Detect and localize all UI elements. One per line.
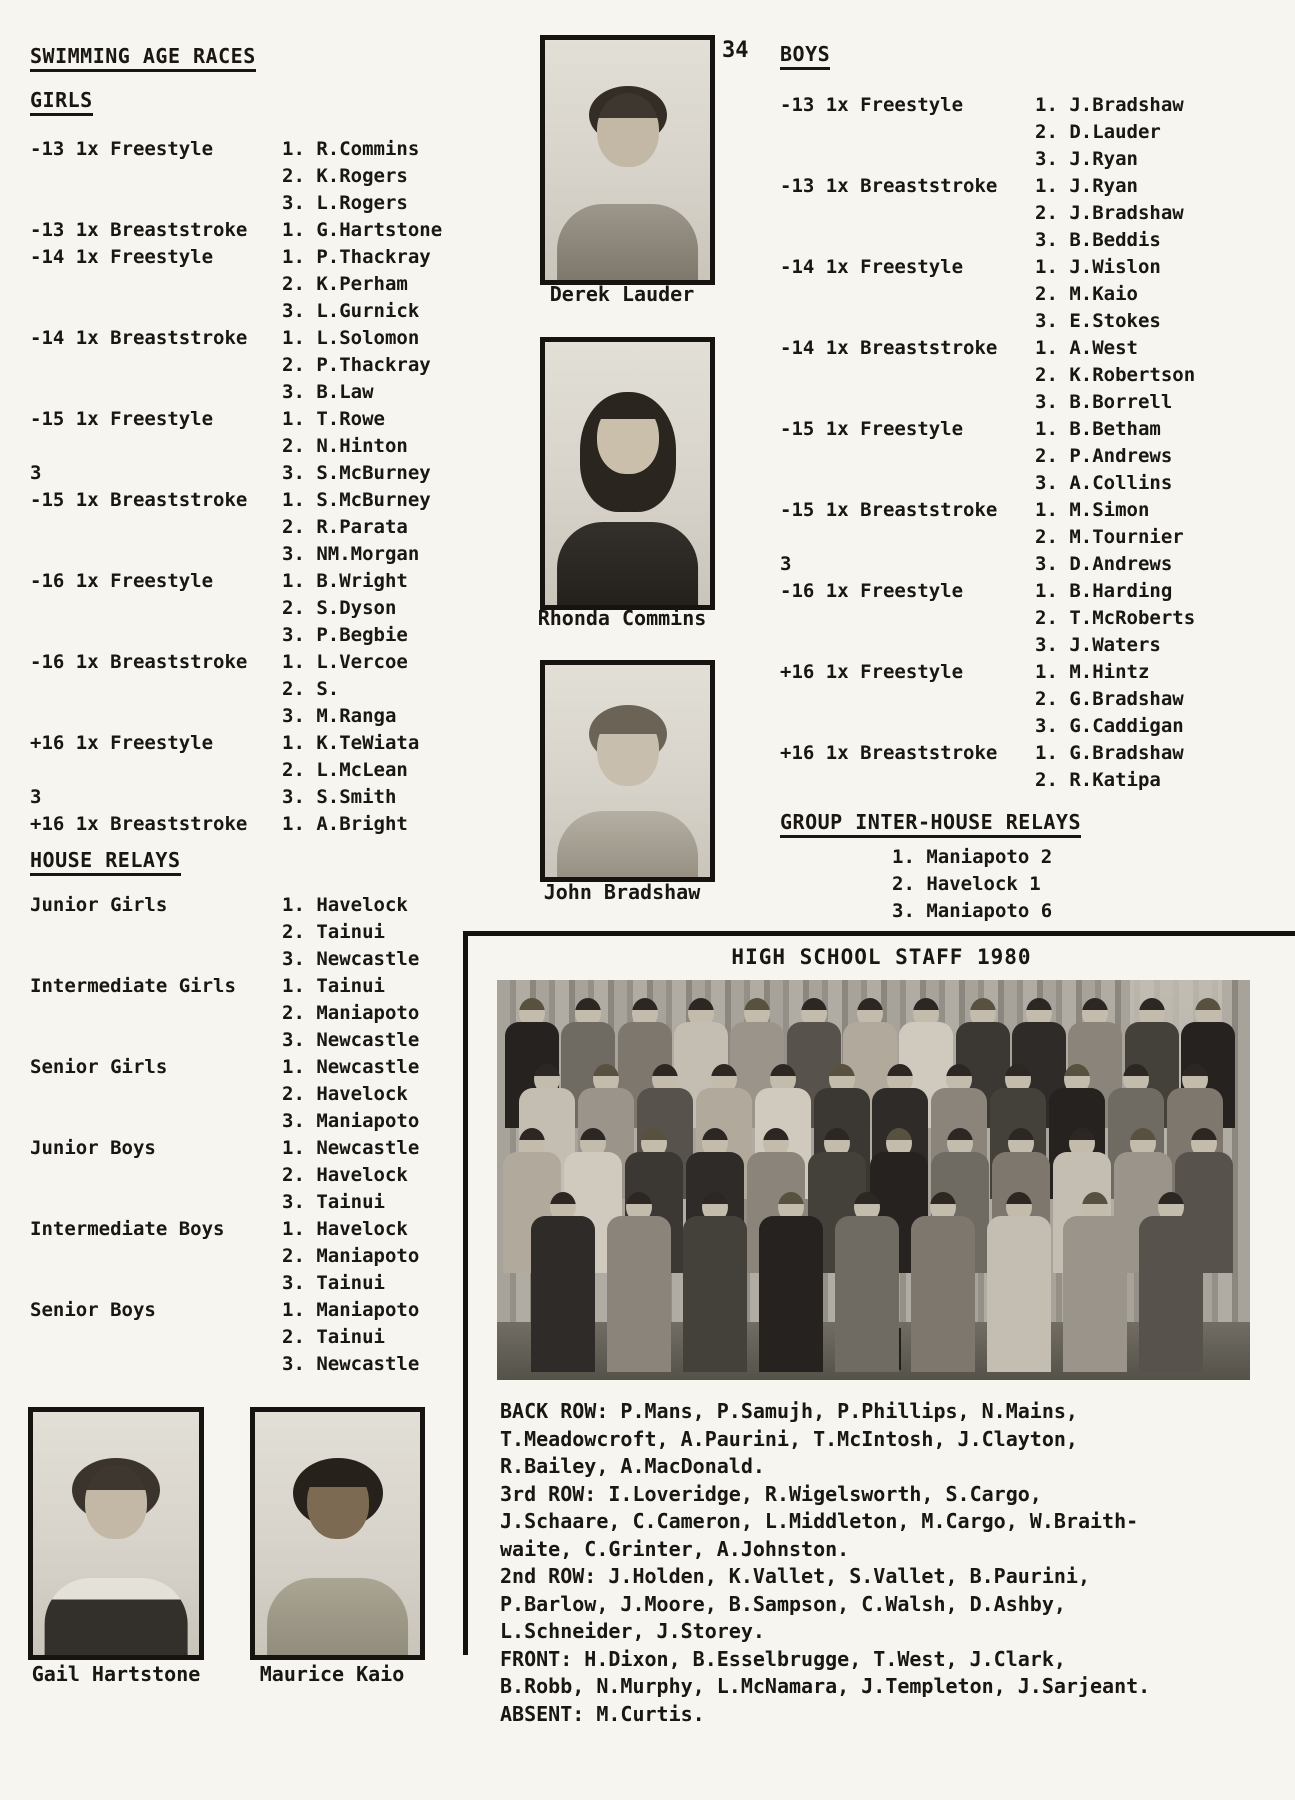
place-result: 2. K.Perham (282, 273, 408, 295)
place-result: 1. T.Rowe (282, 408, 385, 430)
place-result: 1. G.Hartstone (282, 219, 443, 241)
result-line (780, 254, 1285, 281)
result-line (780, 281, 1285, 308)
event-label: +16 1x Breaststroke (30, 813, 248, 835)
place-result: 3. B.Beddis (1035, 229, 1161, 251)
portrait-background (33, 1412, 199, 1655)
place-result: 3. Tainui (282, 1272, 385, 1294)
portrait-photo-rhonda-commins (540, 337, 715, 610)
event-label: -14 1x Breaststroke (30, 327, 248, 349)
boys-results-column (780, 42, 1285, 925)
place-result: 1. Newcastle (282, 1137, 420, 1159)
result-line (30, 919, 460, 946)
result-line (30, 352, 460, 379)
portrait-caption-gail-hartstone: Gail Hartstone (31, 1662, 201, 1686)
place-result: 1. P.Thackray (282, 246, 431, 268)
event-label (30, 595, 282, 622)
place-result: 1. Tainui (282, 975, 385, 997)
staff-caption-line: L.Schneider, J.Storey. (500, 1619, 765, 1643)
result-line (30, 433, 460, 460)
place-result: 1. A.West (1035, 337, 1138, 359)
result-line (780, 146, 1285, 173)
place-result: 1. B.Betham (1035, 418, 1161, 440)
place-result: 3. S.Smith (282, 786, 397, 808)
boys-results-table (780, 92, 1285, 794)
result-line (30, 1081, 460, 1108)
result-line (30, 1027, 460, 1054)
portrait-caption-john-bradshaw: John Bradshaw (543, 880, 701, 904)
result-line (30, 379, 460, 406)
group-relays-heading: GROUP INTER-HOUSE RELAYS (780, 810, 1285, 838)
place-result: 2. P.Andrews (1035, 445, 1173, 467)
swimming-age-races-title: SWIMMING AGE RACES (30, 44, 460, 72)
staff-caption-line: B.Robb, N.Murphy, L.McNamara, J.Templeton, J.Sarjeant. (500, 1674, 1151, 1698)
result-line (30, 1162, 460, 1189)
event-label (780, 605, 1035, 632)
place-result: 3. B.Borrell (1035, 391, 1173, 413)
result-line (780, 173, 1285, 200)
result-line (780, 659, 1285, 686)
result-line (30, 1324, 460, 1351)
event-label: 3 (30, 786, 42, 808)
result-line (30, 595, 460, 622)
portrait-caption-maurice-kaio: Maurice Kaio (259, 1662, 405, 1686)
person-silhouette (545, 665, 710, 877)
place-result: 2. L.McLean (282, 759, 408, 781)
staff-caption-line: 3rd ROW: I.Loveridge, R.Wigelsworth, S.Cargo, (500, 1481, 1042, 1506)
girls-heading: GIRLS (30, 88, 460, 116)
event-label: -13 1x Breaststroke (780, 175, 998, 197)
staff-member-figure (607, 1192, 671, 1372)
event-label: 3 (780, 553, 792, 575)
result-line (780, 416, 1285, 443)
result-line (780, 443, 1285, 470)
result-line (30, 1108, 460, 1135)
place-result: 2. D.Lauder (1035, 121, 1161, 143)
event-label: Intermediate Boys (30, 1218, 225, 1240)
place-result: 2. M.Tournier (1035, 526, 1184, 548)
event-label: -13 1x Freestyle (780, 94, 964, 116)
portrait-background (545, 342, 710, 605)
event-label (30, 1351, 282, 1378)
portrait-photo-derek-lauder (540, 35, 715, 285)
staff-member-figure (531, 1192, 595, 1372)
place-result: 2. Havelock (282, 1083, 408, 1105)
result-line (30, 325, 460, 352)
place-result: 1. R.Commins (282, 138, 420, 160)
result-line (780, 470, 1285, 497)
staff-box-left-border (463, 931, 468, 1655)
place-result: 3. E.Stokes (1035, 310, 1161, 332)
group-relay-result: 2. Havelock 1 (892, 873, 1041, 895)
result-line (30, 1216, 460, 1243)
result-line (780, 308, 1285, 335)
event-label (780, 524, 1035, 551)
portrait-caption-rhonda-commins: Rhonda Commins (537, 606, 707, 630)
staff-photo-caption (500, 1398, 1295, 1728)
event-label: Junior Boys (30, 1137, 156, 1159)
place-result: 2. K.Rogers (282, 165, 408, 187)
page-number: 34 (722, 38, 749, 63)
portrait-background (545, 40, 710, 280)
event-label (780, 119, 1035, 146)
result-line (30, 163, 460, 190)
result-line (30, 406, 460, 433)
result-line (30, 622, 460, 649)
event-label (30, 541, 282, 568)
result-line (780, 389, 1285, 416)
place-result: 3. J.Ryan (1035, 148, 1138, 170)
event-label: -13 1x Breaststroke (30, 219, 248, 241)
group-relay-result: 1. Maniapoto 2 (892, 846, 1053, 868)
event-label (780, 767, 1035, 794)
place-result: 3. Newcastle (282, 1353, 420, 1375)
event-label: -13 1x Freestyle (30, 138, 214, 160)
place-result: 1. B.Harding (1035, 580, 1173, 602)
staff-member-figure (1139, 1192, 1203, 1372)
place-result: 2. R.Parata (282, 516, 408, 538)
place-result: 1. Maniapoto (282, 1299, 420, 1321)
portrait-photo-gail-hartstone (28, 1407, 204, 1660)
event-label (30, 757, 282, 784)
result-line (30, 460, 460, 487)
result-line (780, 578, 1285, 605)
place-result: 1. S.McBurney (282, 489, 431, 511)
place-result: 2. Tainui (282, 921, 385, 943)
event-label: -15 1x Freestyle (780, 418, 964, 440)
group-relays-list (780, 844, 1285, 925)
event-label (30, 379, 282, 406)
place-result: 1. L.Solomon (282, 327, 420, 349)
place-result: 1. L.Vercoe (282, 651, 408, 673)
place-result: 1. M.Hintz (1035, 661, 1150, 683)
place-result: 1. Havelock (282, 894, 408, 916)
place-result: 1. J.Bradshaw (1035, 94, 1184, 116)
result-line (30, 271, 460, 298)
staff-caption-line: T.Meadowcroft, A.Paurini, T.McIntosh, J.Clayton, (500, 1426, 1078, 1451)
event-label: +16 1x Breaststroke (780, 742, 998, 764)
result-line (780, 200, 1285, 227)
portrait-background (255, 1412, 420, 1655)
result-line (780, 551, 1285, 578)
event-label (30, 676, 282, 703)
event-label (780, 362, 1035, 389)
result-line (30, 190, 460, 217)
place-result: 3. P.Begbie (282, 624, 408, 646)
person-silhouette (255, 1412, 420, 1655)
result-line (780, 92, 1285, 119)
place-result: 3. Maniapoto (282, 1110, 420, 1132)
staff-group-photo (497, 980, 1250, 1380)
event-label (30, 433, 282, 460)
portrait-photo-maurice-kaio (250, 1407, 425, 1660)
event-label (30, 622, 282, 649)
place-result: 3. Newcastle (282, 1029, 420, 1051)
result-line (780, 767, 1285, 794)
event-label: +16 1x Freestyle (30, 732, 214, 754)
place-result: 1. J.Wislon (1035, 256, 1161, 278)
event-label (30, 352, 282, 379)
event-label: Junior Girls (30, 894, 168, 916)
result-line (30, 1000, 460, 1027)
event-label (30, 1162, 282, 1189)
staff-photo-title: HIGH SCHOOL STAFF 1980 (731, 945, 1032, 969)
place-result: 1. Newcastle (282, 1056, 420, 1078)
staff-caption-line: BACK ROW: P.Mans, P.Samujh, P.Phillips, N.Mains, (500, 1399, 1078, 1423)
place-result: 2. P.Thackray (282, 354, 431, 376)
event-label (30, 1081, 282, 1108)
event-label (30, 298, 282, 325)
group-relays-section (780, 810, 1285, 925)
result-line (780, 686, 1285, 713)
result-line (30, 1297, 460, 1324)
result-line (30, 649, 460, 676)
staff-caption-line: 2nd ROW: J.Holden, K.Vallet, S.Vallet, B.Paurini, (500, 1564, 1091, 1588)
staff-member-figure (759, 1192, 823, 1372)
event-label (30, 1027, 282, 1054)
place-result: 3. G.Caddigan (1035, 715, 1184, 737)
portrait-photo-john-bradshaw (540, 660, 715, 882)
girls-results-table (30, 136, 460, 838)
result-line (30, 568, 460, 595)
result-line (30, 514, 460, 541)
place-result: 2. T.McRoberts (1035, 607, 1196, 629)
event-label (30, 1243, 282, 1270)
place-result: 1. K.TeWiata (282, 732, 420, 754)
staff-box-top-border (463, 931, 1295, 936)
event-label (780, 281, 1035, 308)
event-label (30, 1270, 282, 1297)
place-result: 1. M.Simon (1035, 499, 1150, 521)
person-silhouette (33, 1412, 199, 1655)
event-label: -16 1x Freestyle (780, 580, 964, 602)
event-label (780, 200, 1035, 227)
place-result: 2. Tainui (282, 1326, 385, 1348)
result-line (780, 524, 1285, 551)
event-label: Intermediate Girls (30, 975, 236, 997)
place-result: 3. B.Law (282, 381, 374, 403)
portrait-background (545, 665, 710, 877)
result-line (30, 1270, 460, 1297)
result-line (30, 244, 460, 271)
person-silhouette (545, 342, 710, 605)
result-line (780, 497, 1285, 524)
event-label (30, 1324, 282, 1351)
place-result: 2. S.Dyson (282, 597, 397, 619)
place-result: 2. Havelock (282, 1164, 408, 1186)
staff-caption-line: J.Schaare, C.Cameron, L.Middleton, M.Cargo, W.Braith- (500, 1509, 1139, 1533)
staff-member-figure (835, 1192, 899, 1372)
group-relay-result: 3. Maniapoto 6 (892, 900, 1053, 922)
staff-caption-line: P.Barlow, J.Moore, B.Sampson, C.Walsh, D.Ashby, (500, 1591, 1066, 1616)
result-line (30, 1054, 460, 1081)
result-line (30, 811, 460, 838)
place-result: 2. G.Bradshaw (1035, 688, 1184, 710)
place-result: 1. A.Bright (282, 813, 408, 835)
event-label (30, 946, 282, 973)
event-label (30, 163, 282, 190)
place-result: 2. R.Katipa (1035, 769, 1161, 791)
result-line (780, 119, 1285, 146)
event-label (780, 632, 1035, 659)
portrait-caption-derek-lauder: Derek Lauder (549, 282, 695, 306)
place-result: 3. NM.Morgan (282, 543, 420, 565)
event-label (30, 919, 282, 946)
event-label: Senior Girls (30, 1056, 168, 1078)
event-label (30, 271, 282, 298)
result-line (30, 1243, 460, 1270)
event-label: -14 1x Breaststroke (780, 337, 998, 359)
event-label: -16 1x Breaststroke (30, 651, 248, 673)
place-result: 2. S. (282, 678, 340, 700)
event-label (30, 514, 282, 541)
place-result: 2. Maniapoto (282, 1002, 420, 1024)
result-line (30, 298, 460, 325)
place-result: 1. B.Wright (282, 570, 408, 592)
place-result: 2. Maniapoto (282, 1245, 420, 1267)
event-label: 3 (30, 462, 42, 484)
place-result: 3. D.Andrews (1035, 553, 1173, 575)
result-line (30, 973, 460, 1000)
result-line (780, 713, 1285, 740)
result-line (30, 1351, 460, 1378)
event-label (30, 1000, 282, 1027)
result-line (780, 335, 1285, 362)
place-result: 3. A.Collins (1035, 472, 1173, 494)
result-line (30, 487, 460, 514)
event-label (30, 1189, 282, 1216)
staff-caption-line: waite, C.Grinter, A.Johnston. (500, 1536, 850, 1561)
result-line (780, 227, 1285, 254)
result-line (780, 362, 1285, 389)
staff-member-figure (1063, 1192, 1127, 1372)
event-label (780, 686, 1035, 713)
event-label (780, 146, 1035, 173)
place-result: 3. L.Gurnick (282, 300, 420, 322)
event-label: -15 1x Breaststroke (780, 499, 998, 521)
place-result: 2. M.Kaio (1035, 283, 1138, 305)
event-label (30, 703, 282, 730)
place-result: 3. J.Waters (1035, 634, 1161, 656)
girls-results-column (30, 44, 460, 1388)
result-line (30, 1189, 460, 1216)
place-result: 1. Havelock (282, 1218, 408, 1240)
boys-heading: BOYS (780, 42, 1285, 70)
result-line (30, 676, 460, 703)
person-silhouette (545, 40, 710, 280)
staff-caption-line: R.Bailey, A.MacDonald. (500, 1454, 765, 1478)
place-result: 2. K.Robertson (1035, 364, 1196, 386)
result-line (30, 136, 460, 163)
place-result: 2. N.Hinton (282, 435, 408, 457)
staff-caption-line: ABSENT: M.Curtis. (500, 1701, 705, 1726)
place-result: 2. J.Bradshaw (1035, 202, 1184, 224)
event-label (780, 389, 1035, 416)
result-line (780, 605, 1285, 632)
place-result: 3. Tainui (282, 1191, 385, 1213)
staff-member-figure (911, 1192, 975, 1372)
event-label (780, 308, 1035, 335)
house-relays-heading: HOUSE RELAYS (30, 848, 460, 876)
result-line (30, 946, 460, 973)
place-result: 1. G.Bradshaw (1035, 742, 1184, 764)
result-line (30, 217, 460, 244)
event-label: -14 1x Freestyle (30, 246, 214, 268)
event-label: Senior Boys (30, 1299, 156, 1321)
result-line (30, 784, 460, 811)
place-result: 3. S.McBurney (282, 462, 431, 484)
event-label (780, 713, 1035, 740)
event-label (30, 190, 282, 217)
result-line (30, 892, 460, 919)
event-label (30, 1108, 282, 1135)
place-result: 3. M.Ranga (282, 705, 397, 727)
result-line (780, 632, 1285, 659)
event-label: +16 1x Freestyle (780, 661, 964, 683)
place-result: 1. J.Ryan (1035, 175, 1138, 197)
place-result: 3. Newcastle (282, 948, 420, 970)
event-label: -15 1x Freestyle (30, 408, 214, 430)
event-label (780, 443, 1035, 470)
staff-member-figure (987, 1192, 1051, 1372)
staff-caption-line: FRONT: H.Dixon, B.Esselbrugge, T.West, J.Clark, (500, 1646, 1066, 1671)
result-line (780, 740, 1285, 767)
result-line (30, 1135, 460, 1162)
result-line (30, 757, 460, 784)
result-line (30, 541, 460, 568)
place-result: 3. L.Rogers (282, 192, 408, 214)
staff-member-figure (683, 1192, 747, 1372)
event-label: -16 1x Freestyle (30, 570, 214, 592)
result-line (30, 703, 460, 730)
house-relays-table (30, 892, 460, 1378)
event-label (780, 470, 1035, 497)
event-label: -14 1x Freestyle (780, 256, 964, 278)
event-label: -15 1x Breaststroke (30, 489, 248, 511)
event-label (780, 227, 1035, 254)
result-line (30, 730, 460, 757)
